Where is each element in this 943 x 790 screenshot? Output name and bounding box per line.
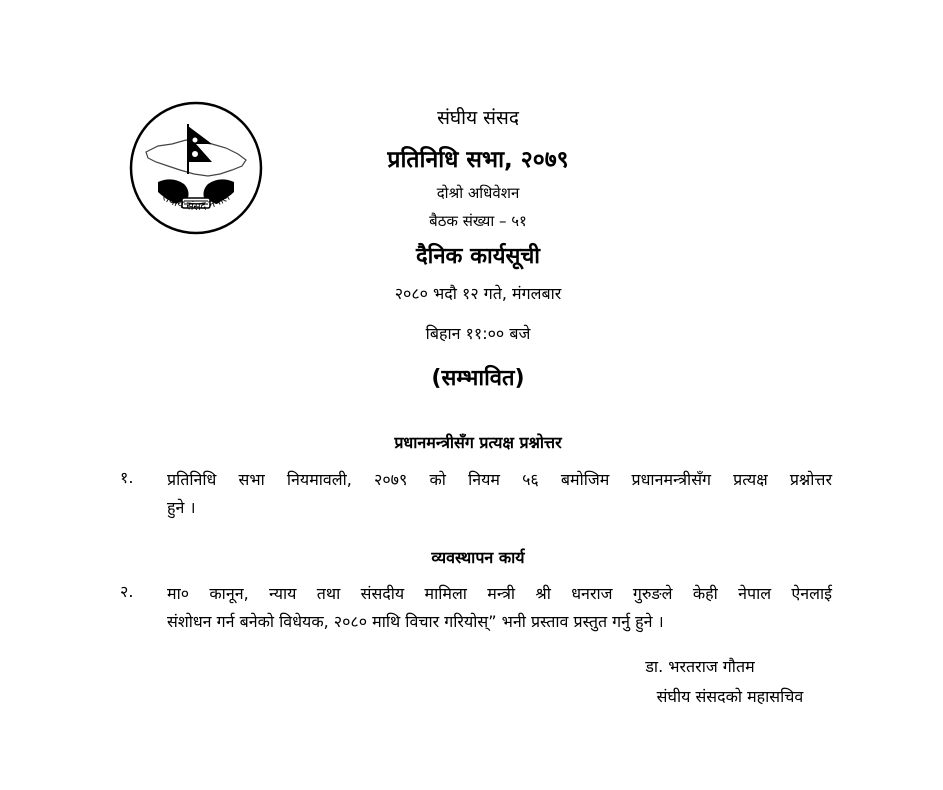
item-text-line: हुने । xyxy=(167,498,196,517)
session-label: दोश्रो अधिवेशन xyxy=(436,184,520,202)
agenda-status: (सम्भावित) xyxy=(431,366,525,391)
item-number: २. xyxy=(120,582,134,601)
section-heading: व्यवस्थापन कार्य xyxy=(431,548,525,567)
item-text-line: संशोधन गर्न बनेको विधेयक, २०८० माथि विचार गरियोस्” भनी प्रस्ताव प्रस्तुत गर्नु हुने । xyxy=(167,612,664,631)
meeting-time: बिहान ११:०० बजे xyxy=(425,324,531,343)
item-number: १. xyxy=(120,468,134,487)
parliament-emblem-icon xyxy=(128,100,264,236)
house-title: प्रतिनिधि सभा, २०७९ xyxy=(387,147,569,173)
item-text xyxy=(167,580,832,636)
signatory-title: संघीय संसदको महासचिव xyxy=(656,687,804,706)
meeting-date: २०८० भदौ १२ गते, मंगलबार xyxy=(394,284,562,303)
agenda-title: दैनिक कार्यसूची xyxy=(415,244,541,269)
emblem-caption: संघीय संसद नेपाल xyxy=(159,190,233,214)
meeting-number: बैठक संख्या – ५१ xyxy=(429,212,527,230)
signatory-name: डा. भरतराज गौतम xyxy=(645,657,755,676)
item-text xyxy=(167,466,832,522)
item-text-line: मा० कानून, न्याय तथा संसदीय मामिला मन्त्री श्री धनराज गुरुङले केही नेपाल ऐनलाई xyxy=(167,584,832,603)
parliament-name: संघीय संसद xyxy=(437,107,519,129)
item-text-line: प्रतिनिधि सभा नियमावली, २०७९ को नियम ५६ बमोजिम प्रधानमन्त्रीसँग प्रत्यक्ष प्रश्नोत्तर xyxy=(167,470,832,489)
section-heading: प्रधानमन्त्रीसँग प्रत्यक्ष प्रश्नोत्तर xyxy=(394,433,562,452)
